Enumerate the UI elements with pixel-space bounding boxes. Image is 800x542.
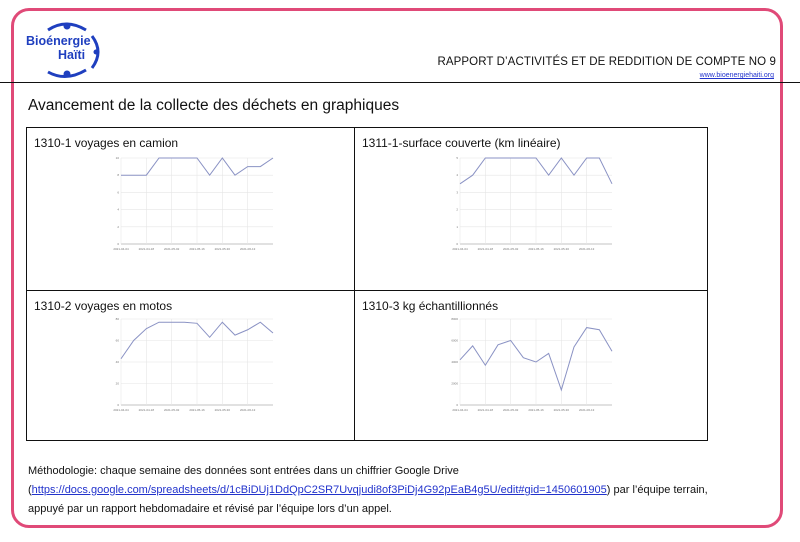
svg-text:20: 20 <box>115 381 119 386</box>
svg-text:60: 60 <box>115 338 119 343</box>
methodology-line2: (https://docs.google.com/spreadsheets/d/1cBiDUj1DdQpC2SR7Uvqjudi8of3PiDj4G92pEaB4g5U/edit#gid=1450601905) par l’équipe terrain, <box>28 484 708 496</box>
charts-table <box>26 127 708 441</box>
svg-text:2: 2 <box>456 207 458 212</box>
svg-text:2021-04-04: 2021-04-04 <box>452 408 468 412</box>
svg-text:2021-05-02: 2021-05-02 <box>163 408 180 412</box>
chart-cell-truck-trips <box>27 128 355 291</box>
svg-text:2021-04-04: 2021-04-04 <box>452 247 468 251</box>
svg-text:2021-05-30: 2021-05-30 <box>553 408 570 412</box>
svg-text:0: 0 <box>456 403 458 407</box>
line-chart-moto-trips <box>111 315 275 415</box>
svg-text:40: 40 <box>115 360 119 364</box>
svg-text:5: 5 <box>456 156 458 160</box>
svg-text:2021-05-02: 2021-05-02 <box>163 247 180 251</box>
svg-text:6: 6 <box>117 190 119 195</box>
logo-line2: Haïti <box>58 48 86 62</box>
website-link[interactable]: www.bioenergiehaiti.org <box>699 72 774 79</box>
svg-text:2021-05-02: 2021-05-02 <box>502 408 519 412</box>
svg-text:2021-06-13: 2021-06-13 <box>578 408 595 412</box>
svg-text:4000: 4000 <box>451 360 458 364</box>
svg-text:4: 4 <box>456 173 458 178</box>
svg-text:2021-04-04: 2021-04-04 <box>113 247 129 251</box>
chart-cell-moto-trips <box>27 291 355 440</box>
line-chart-truck-trips <box>111 154 275 254</box>
svg-text:3: 3 <box>456 190 458 195</box>
svg-text:2021-05-16: 2021-05-16 <box>189 247 205 251</box>
section-title: Avancement de la collecte des déchets en graphiques <box>28 97 400 114</box>
svg-text:1: 1 <box>456 224 458 229</box>
svg-text:8000: 8000 <box>451 317 458 321</box>
svg-text:80: 80 <box>115 317 119 321</box>
header-rule <box>0 82 800 83</box>
svg-text:8: 8 <box>117 173 119 178</box>
svg-text:2021-05-16: 2021-05-16 <box>189 408 205 412</box>
svg-text:2021-04-04: 2021-04-04 <box>113 408 129 412</box>
svg-text:2021-04-18: 2021-04-18 <box>477 408 494 412</box>
chart-cell-surface-covered <box>355 128 707 291</box>
svg-text:2021-05-02: 2021-05-02 <box>502 247 519 251</box>
svg-text:2000: 2000 <box>451 381 458 386</box>
svg-text:2021-04-18: 2021-04-18 <box>138 247 155 251</box>
svg-text:2021-05-16: 2021-05-16 <box>528 408 544 412</box>
spreadsheet-link[interactable]: https://docs.google.com/spreadsheets/d/1cBiDUj1DdQpC2SR7Uvqjudi8of3PiDj4G92pEaB4g5U/edit#gid=1450601905 <box>31 484 607 496</box>
svg-text:0: 0 <box>456 242 458 246</box>
svg-text:2021-05-30: 2021-05-30 <box>214 247 231 251</box>
svg-text:4: 4 <box>117 207 119 212</box>
svg-text:10: 10 <box>115 156 119 160</box>
chart-title: 1310-2 voyages en motos <box>34 299 173 313</box>
chart-cell-kg-sampled <box>355 291 707 440</box>
methodology-note <box>28 462 768 519</box>
logo-line1: Bioénergie <box>26 34 91 48</box>
svg-text:6000: 6000 <box>451 338 458 343</box>
chart-title: 1310-1 voyages en camion <box>34 136 179 150</box>
svg-text:0: 0 <box>117 403 119 407</box>
svg-text:2021-05-30: 2021-05-30 <box>553 247 570 251</box>
svg-text:2021-05-16: 2021-05-16 <box>528 247 544 251</box>
chart-title: 1311-1-surface couverte (km linéaire) <box>362 136 561 150</box>
chart-title: 1310-3 kg échantillionnés <box>362 299 499 313</box>
methodology-line3: appuyé par un rapport hebdomadaire et révisé par l’équipe lors d’un appel. <box>28 503 392 515</box>
svg-text:2: 2 <box>117 224 119 229</box>
svg-text:2021-04-18: 2021-04-18 <box>138 408 155 412</box>
svg-text:2021-04-18: 2021-04-18 <box>477 247 494 251</box>
methodology-line1: Méthodologie: chaque semaine des données sont entrées dans un chiffrier Google Drive <box>28 465 459 477</box>
line-chart-kg-sampled <box>450 315 614 415</box>
line-chart-surface-covered <box>450 154 614 254</box>
svg-text:2021-06-13: 2021-06-13 <box>239 408 256 412</box>
svg-text:2021-06-13: 2021-06-13 <box>239 247 256 251</box>
report-title: RAPPORT D’ACTIVITÉS ET DE REDDITION DE COMPTE NO 9 <box>437 56 776 68</box>
logo <box>26 20 106 80</box>
svg-text:2021-05-30: 2021-05-30 <box>214 408 231 412</box>
svg-text:0: 0 <box>117 242 119 246</box>
svg-text:2021-06-13: 2021-06-13 <box>578 247 595 251</box>
